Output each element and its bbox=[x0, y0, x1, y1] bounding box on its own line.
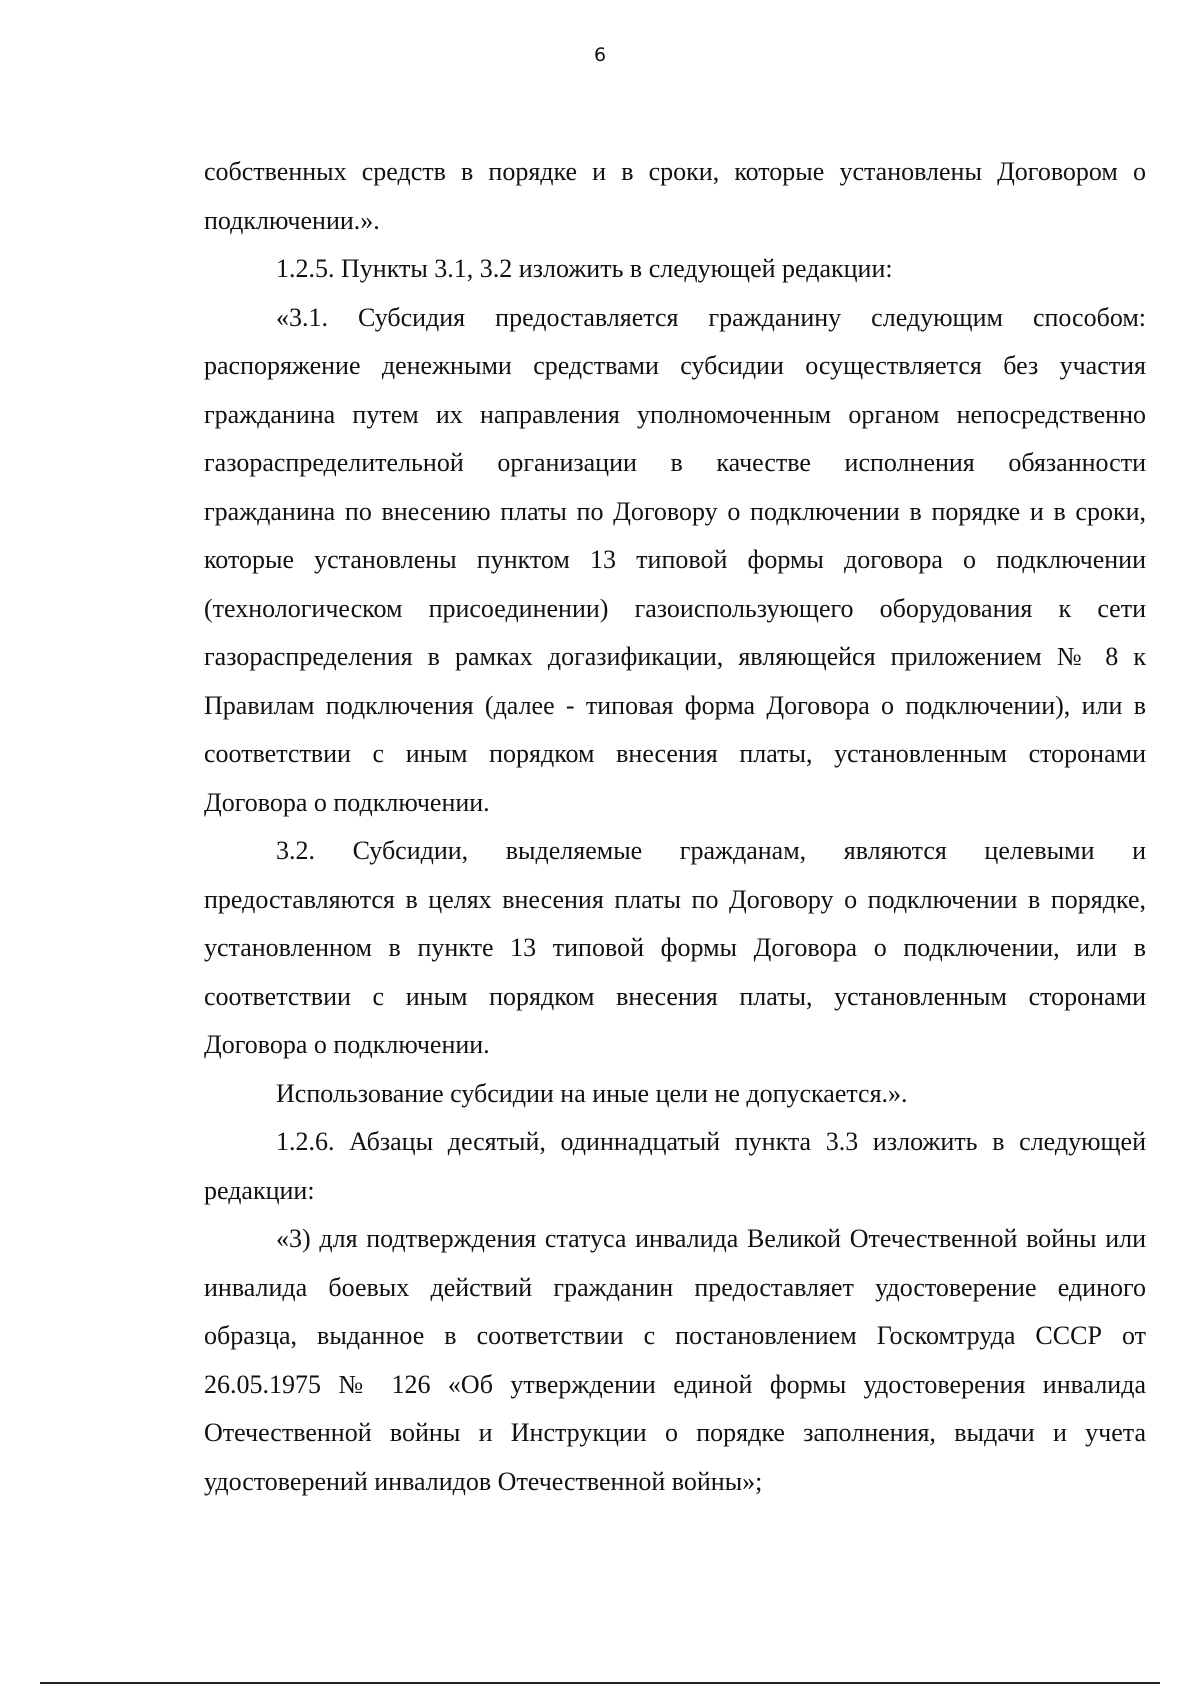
bottom-edge-line bbox=[40, 1682, 1160, 1684]
paragraph-item-3-2: 3.2. Субсидии, выделяемые гражданам, являются целевыми и предоставляются в целях внесения платы по Договору о подключении в порядке, установленном в пункте 13 типовой формы Договора о подключении, или в соответствии с иным порядком внесения платы, установленным сторонами Договора о подключении. bbox=[204, 836, 1146, 1059]
paragraph-item-3-1: «3.1. Субсидия предоставляется гражданину следующим способом: распоряжение денежными средствами субсидии осуществляется без участия гражданина путем их направления уполномоченным органом непосредственно газораспределительной организации в качестве исполнения обязанности гражданина по внесению платы по Договору о подключении в порядке и в сроки, которые установлены пунктом 13 типовой формы договора о подключении (технологическом присоединении) газоиспользующего оборудования к сети газораспределения в рамках догазификации, являющейся приложением № 8 к Правилам подключения (далее - типовая форма Договора о подключении), или в соответствии с иным порядком внесения платы, установленным сторонами Договора о подключении. bbox=[204, 302, 1146, 817]
paragraph-item-3: «3) для подтверждения статуса инвалида Великой Отечественной войны или инвалида боевых действий гражданин предоставляет удостоверение единого образца, выданное в соответствии с постановлением Госкомтруда СССР от 26.05.1975 № 126 «Об утверждении единой формы удостоверения инвалида Отечественной войны и Инструкции о порядке заполнения, выдачи и учета удостоверений инвалидов Отечественной войны»; bbox=[204, 1224, 1146, 1496]
paragraph-item-1-2-5: 1.2.5. Пункты 3.1, 3.2 изложить в следующей редакции: bbox=[276, 254, 893, 283]
paragraph-continuation: собственных средств в порядке и в сроки, которые установлены Договором о подключении.». bbox=[204, 157, 1146, 235]
page-number: 6 bbox=[593, 44, 607, 66]
paragraph-item-1-2-6: 1.2.6. Абзацы десятый, одиннадцатый пункта 3.3 изложить в следующей редакции: bbox=[204, 1127, 1146, 1205]
document-body bbox=[204, 148, 1146, 1506]
paragraph-subsidy-usage: Использование субсидии на иные цели не допускается.». bbox=[276, 1078, 908, 1108]
